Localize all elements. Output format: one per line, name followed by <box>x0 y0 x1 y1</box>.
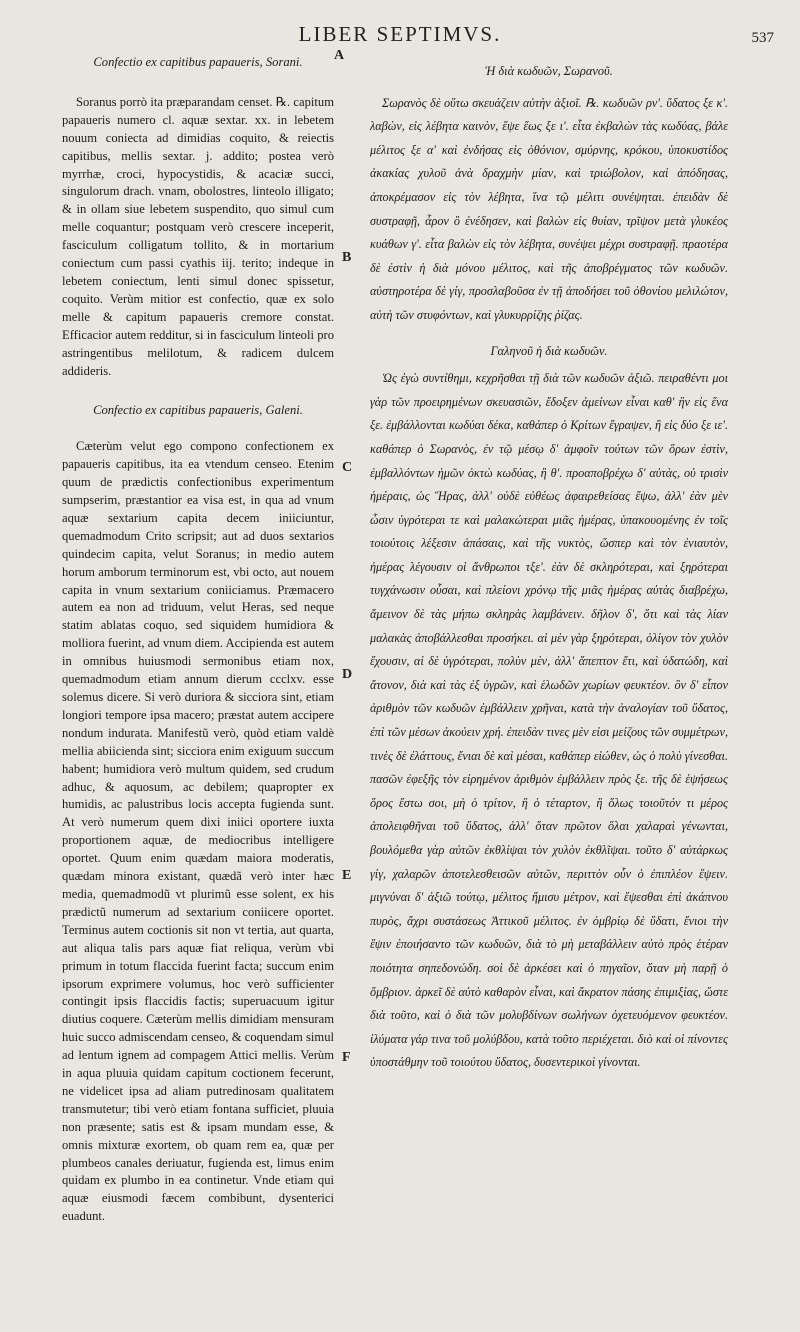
latin-paragraph-sorani: Soranus porrò ita præparandam censet. ℞. capitum papaueris numero cl. aquæ sextar. xx. in lebetem nouum coniecta ad dimidias coquito, & reiectis capitibus, mellis sextar. j. addito; postea verò myrrhæ, croci, hypocystidis, & acaciæ succi, singulorum drach. vnam, obolostres, linteolo illigato; & in ollam siue lebetem suspendito, quo simul cum melle coquantur; postquam verò crescere inceperit, fasciculum colligatum tollito, & in mortarium coniectum cum passi cyathis iij. terito; indeque in lebetem coniectum, lenti simul donec spissetur, coquito. Verùm mitior est confectio, quæ ex solo melle & capitum papaueris cremore constat. Efficacior autem redditur, si in fasciculum linteoli pro astringentibus melilotum, & radicem dulcem addideris. <box>62 94 334 378</box>
page-number: 537 <box>751 30 774 46</box>
margin-letter-a: A <box>334 48 345 63</box>
greek-paragraph-galeni: Ὡς ἐγὼ συντίθημι, κεχρῆσθαι τῇ διὰ τῶν κωδυῶν ἀξιῶ. πειραθέντι μοι γὰρ τῶν προειρημένων σκευασιῶν, ἔδοξεν ἀμείνων εἶναι καθ' ἣν εἰς ἕνα ξε. ἐμβάλλονται κωδύαι δέκα, καθάπερ ὁ Κρίτων ἔγραψεν, ἢ εἰς δύο ξε ιε'. καθάπερ ὁ Σωρανὸς, ἐν τῷ μέσῳ δ' ἀμφοῖν τούτων τῶν ὅρων ἐστὶν, ἐμβαλλόντων ἡμῶν ὀκτὼ κωδύας, ἢ θ'. προαποβρέχω δ' αὐτὰς, οὐ τρισὶν ἡμέραις, ὡς Ἥρας, ἀλλ' οὐδὲ εὐθέως ἀφαιρεθείσας ἕψω, ἀλλ' ἐὰν μὲν ὦσιν ὑγρότεραι τε καὶ μαλακώτεραι μιᾶς ἡμέρας, ὑπακουομένης ἐν τοῖς τοιούτοις λέξεσιν ἁπάσαις, καὶ τῆς νυκτὸς, ὥσπερ καὶ τὸν ἐνιαυτὸν, ἡμέρας λέγουσιν οἱ ἄνθρωποι τξε'. ἐὰν δὲ σκληρότεραι, καὶ ξηρότεραι τυγχάνωσιν οὖσαι, καὶ πλείονι χρόνῳ τῆς μιᾶς ἡμέρας αὐτὰς διαβρέχω, ἄμεινον δὲ τὰς μήπω σκληρὰς λαμβάνειν. δῆλον δ', ὅτι καὶ τὰς λίαν μαλακὰς ἀποβάλλεσθαι προσήκει. αἱ μὲν γὰρ ξηρότεραι, ὀλίγον τὸν χυλὸν ἔχουσιν, αἱ δὲ ὑγρότεραι, πολὺν μὲν, ἀλλ' ἄπεπτον ἔτι, καὶ ὑδατώδη, καὶ ἄτονον, διὰ καὶ τὰς ἐξ ὑγρῶν, καὶ ἑλωδῶν χωρίων φευκτέον. ὃν δ' εἶπον ἀριθμὸν τῶν κωδυῶν ἐμβάλλειν χρῆναι, κατὰ τὴν ἀναλογίαν τοῦ ὕδατος, ἐπὶ τῶν μέσων ἀκούειν χρή. ἐπειδὰν τινες μὲν εἰσι μείζους τῶν συμμέτρων, τινὲς δὲ ἐλάττους, ἔνιαι δὲ καὶ μέσαι, καθάπερ εἰώθεν, ὡς ὁ πολὺ γίνεσθαι. πασῶν ἐφεξῆς τὸν εἰρημένον ἀριθμὸν ἐμβάλλειν πρὸς ξε. τῆς δὲ ἑψήσεως ὅρος ἔστω σοι, μὴ ὁ τρίτον, ἢ ὁ τέταρτον, ἢ ὅλως τοιοῦτόν τι μέρος ἀπολειφθῆναι τοῦ ὕδατος, ἀλλ' ὅταν πρῶτον ὅλαι χαλαραὶ γένωνται, βουλόμεθα γὰρ αὐτῶν ἐκθλίψαι τὸν χυλὸν ἐκθλῖψαι. τοῦτο δ' αὐτάρκως γίγ, χαλαρῶν ἀποτελεσθεισῶν αὐτῶν, περιττὸν οὖν ὁ ἐπιπλέον ἕψειν. μιγνύναι δ' ἀξιῶ τούτῳ, μέλιτος ἥμισυ μέτρον, καὶ ἕψεσθαι ἐπὶ ἀκάπνου πυρὸς, ἄχρι συστάσεως Ἀττικοῦ μέλιτος. ἐν ὀμβρίῳ δὲ ὕδατι, ἔνιοι τὴν ἕψιν ἐποιήσαντο τῶν κωδυῶν, διὰ τὸ μὴ μεταβάλλειν αὐτὸ πρὸς ἑτέραν ποιότητα σηπεδονώδη. σοὶ δὲ ἀρκέσει καὶ ὁ πηγαῖον, ὅταν μὴ παρῇ ὁ ὄμβριον. ἀρκεῖ δὲ αὐτὸ καθαρὸν εἶναι, καὶ ἄκρατον πάσης ἐπιμιξίας, ὥστε διὰ τοῦτο, καὶ ὁ διὰ τῶν μολυβδίνων σωλήνων ὀχετευόμενον φευκτέον. ἰλύματα γάρ τινα τοῦ μολύβδου, κατὰ τοῦτο περιέχεται. διὸ καὶ οἱ πίνοντες ὑποστάθμην τοῦ τοιούτου ὕδατος, δυσεντερικοὶ γίνονται. <box>370 371 728 1070</box>
margin-letter-b: B <box>342 250 352 265</box>
latin-column <box>62 50 334 1226</box>
latin-paragraph-galeni: Cæterùm velut ego compono confectionem ex papaueris capitibus, ita ea vtendum censeo. Etenim quum de prædictis confectionibus experimentum sumpserim, præstantior ea visa est, in qua ad vnum aquæ sextarium capita decem iniiciuntur, quemadmodum Crito scripsit; aut ad duos sextarios quindecim capita, velut Soranus; in medio autem horum amborum terminorum est, vbi octo, aut nouem capita in vnum sextarium coniiciamus. Præmacero autem ea non ad triduum, velut Heras, sed neque statim ablatas coquo, sed siquidem humidiora & molliora fuerint, ad vnum diem. Accipienda est autem in omnibus huiusmodi sermonibus etiam nox, quemadmodum etiam annum dierum ccclxv. esse solemus dicere. Si verò duriora & sicciora sint, etiam longiori tempore ipsa macero; præstat autem accipere nondum indurata. Manifestũ verò, quòd etiam valdè mellia abiicienda sint; sicciora enim exiguum succum habent; humidiora verò multum quidem, sed crudum adhuc, & aquosum, ac debilem; quapropter ex humidis, ac palustribus locis accepta fugienda sunt. At verò numerum quem dixi iniici oportere iuxta proportionem aquæ, de mediocribus intelligere oportet. Quum enim quædam maiora moderatis, quædam minora existant, quædã verò inter hæc media, quemadmodũ vt plurimũ esse solent, ex his prædictũ numerum ad sextarium coniicere oportet. Terminus autem coctionis sit non vt tertia, aut quarta, aut aliqua talis pars aquæ fiat reliqua, verùm vbi primum in totum flaccida fuerint facta; succum enim ipsorum exprimere volumus, hoc verò sufficienter contingit ipsis flaccidis factis; superuacuum igitur diutius coquere. Cæterùm mellis dimidiam mensuram huic succo admiscendam censeo, & coquendam simul ad lentum ignem ad compagem Attici mellis. Verùm in aqua pluuia quidam capitum coctionem fecerunt, ne videlicet ipsa ad aliam putredinosam qualitatem transmutetur; tibi verò etiam fontana sufficiet, pluuia non præsente; satis est & ipsam mundam esse, & omnis mixturæ exortem, ob quam rem ea, quæ per plumbeos canales deriuatur, fugienda est, limus enim quidam ex plumbo in ea continetur. Vnde etiam qui aquæ eiusmodi fæcem combibunt, dysenterici euadunt. <box>62 439 334 1224</box>
greek-heading-sorani: Ἡ διὰ κωδυῶν, Σωρανοῦ. <box>485 64 613 78</box>
greek-column <box>370 60 728 1075</box>
margin-letter-f: F <box>342 1050 351 1065</box>
latin-heading-sorani: Confectio ex capitibus papaueris, Sorani. <box>93 55 303 69</box>
running-head: LIBER SEPTIMVS. <box>298 22 502 46</box>
latin-heading-galeni: Confectio ex capitibus papaueris, Galeni. <box>93 403 303 418</box>
margin-letter-c: C <box>342 460 353 475</box>
margin-letter-d: D <box>342 667 353 682</box>
greek-paragraph-sorani: Σωρανὸς δὲ οὕτω σκευάζειν αὐτὴν ἀξιοῖ. ℞. κωδυῶν ρν'. ὕδατος ξε κ'. λαβὼν, εἰς λέβητα καινὸν, ἕψε ἕως ξε ι'. εἶτα ἐκβαλὼν τὰς κωδύας, βάλε μέλιτος ξε α' καὶ ἐνδήσας εἰς ὀθόνιον, σμύρνης, κρόκου, ὑποκυστίδος ἀκακίας χυλοῦ ἀνὰ δραχμὴν μίαν, καὶ τριώβολον, καὶ ἀπόδησας, ἀποκρέμασον εἰς τὸν λέβητα, ἵνα τῷ μέλιτι συνέψηται. ἐπειδὰν δὲ συστραφῇ, ἆρον ὃ ἐνέδησεν, καὶ βαλὼν εἰς θυίαν, τρῖψον μετὰ γλυκέος κυάθων γ'. εἶτα βαλὼν εἰς τὸν λέβητα, συνέψει μέχρι συστραφῇ. πραοτέρα δὲ ἐστὶν ἡ διὰ μόνου μέλιτος, καὶ τῆς ἀποβρέγματος τῶν κωδυῶν. αὐστηροτέρα δὲ γίγ, προσλαβοῦσα ἐν τῇ ἀποδήσει τοῦ ὀθονίου μελιλώτον, αὐτὴ τῶν στυφόντων, καὶ γλυκυρρίζης ῥίζας. <box>370 95 728 322</box>
greek-heading-galeni: Γαληνοῦ ἡ διὰ κωδυῶν. <box>490 343 608 358</box>
margin-letter-e: E <box>342 868 352 883</box>
